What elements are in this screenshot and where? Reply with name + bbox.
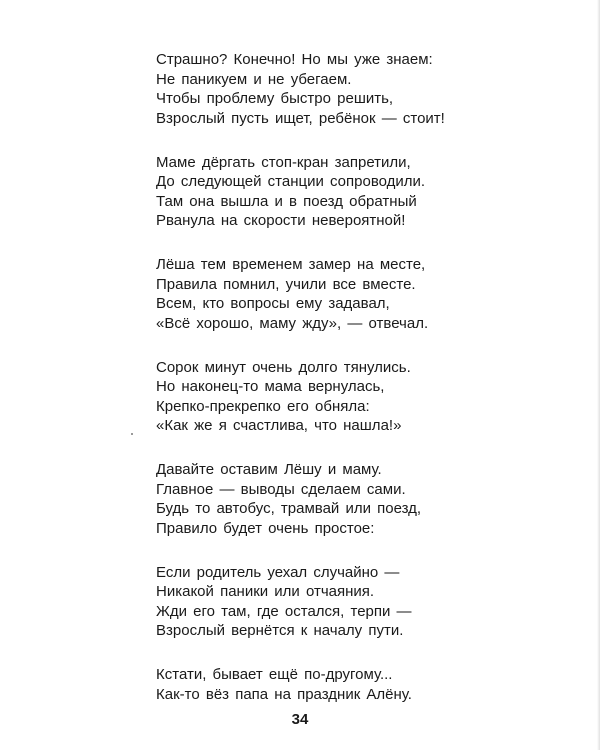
poem-line: Но наконец-то мама вернулась, bbox=[156, 378, 385, 395]
poem-line: Будь то автобус, трамвай или поезд, bbox=[156, 500, 422, 517]
stanza-6 bbox=[156, 563, 456, 641]
poem-line: Правило будет очень простое: bbox=[156, 519, 375, 537]
print-speck bbox=[131, 433, 133, 435]
stanza-5 bbox=[156, 460, 456, 538]
poem-line: Правила помнил, учили все вместе. bbox=[156, 275, 416, 293]
poem-line: «Всё хорошо, маму жду», — отвечал. bbox=[156, 314, 429, 332]
poem-line: Взрослый вернётся к началу пути. bbox=[156, 622, 404, 639]
poem-line: Чтобы проблему быстро решить, bbox=[156, 90, 394, 107]
poem-line: Взрослый пусть ищет, ребёнок — стоит! bbox=[156, 109, 445, 127]
poem-line: Как-то вёз папа на праздник Алёну. bbox=[156, 685, 412, 703]
stanza-4 bbox=[156, 358, 456, 436]
stanza-7 bbox=[156, 665, 456, 704]
poem bbox=[156, 50, 456, 729]
poem-line: Если родитель уехал случайно — bbox=[156, 563, 400, 581]
page-number: 34 bbox=[291, 711, 309, 728]
poem-line: Жди его там, где остался, терпи — bbox=[156, 602, 412, 620]
poem-line: Главное — выводы сделаем сами. bbox=[156, 480, 406, 498]
poem-line: Страшно? Конечно! Но мы уже знаем: bbox=[156, 51, 433, 68]
poem-line: Давайте оставим Лёшу и маму. bbox=[156, 461, 382, 478]
stanza-2 bbox=[156, 153, 456, 231]
poem-line: Не паникуем и не убегаем. bbox=[156, 70, 352, 88]
stanza-1 bbox=[156, 50, 456, 128]
poem-line: Маме дёргать стоп-кран запретили, bbox=[156, 153, 411, 171]
poem-line: До следующей станции сопроводили. bbox=[156, 173, 426, 190]
poem-line: «Как же я счастлива, что нашла!» bbox=[156, 417, 402, 434]
poem-line: Лёша тем временем замер на месте, bbox=[156, 256, 426, 273]
poem-line: Всем, кто вопросы ему задавал, bbox=[156, 295, 390, 312]
poem-line: Сорок минут очень долго тянулись. bbox=[156, 358, 411, 376]
poem-line: Там она вышла и в поезд обратный bbox=[156, 192, 417, 210]
poem-line: Никакой паники или отчаяния. bbox=[156, 583, 375, 600]
poem-line: Рванула на скорости невероятной! bbox=[156, 212, 406, 229]
poem-line: Кстати, бывает ещё по-другому... bbox=[156, 666, 393, 683]
stanza-3 bbox=[156, 255, 456, 333]
poem-line: Крепко-прекрепко его обняла: bbox=[156, 397, 370, 415]
